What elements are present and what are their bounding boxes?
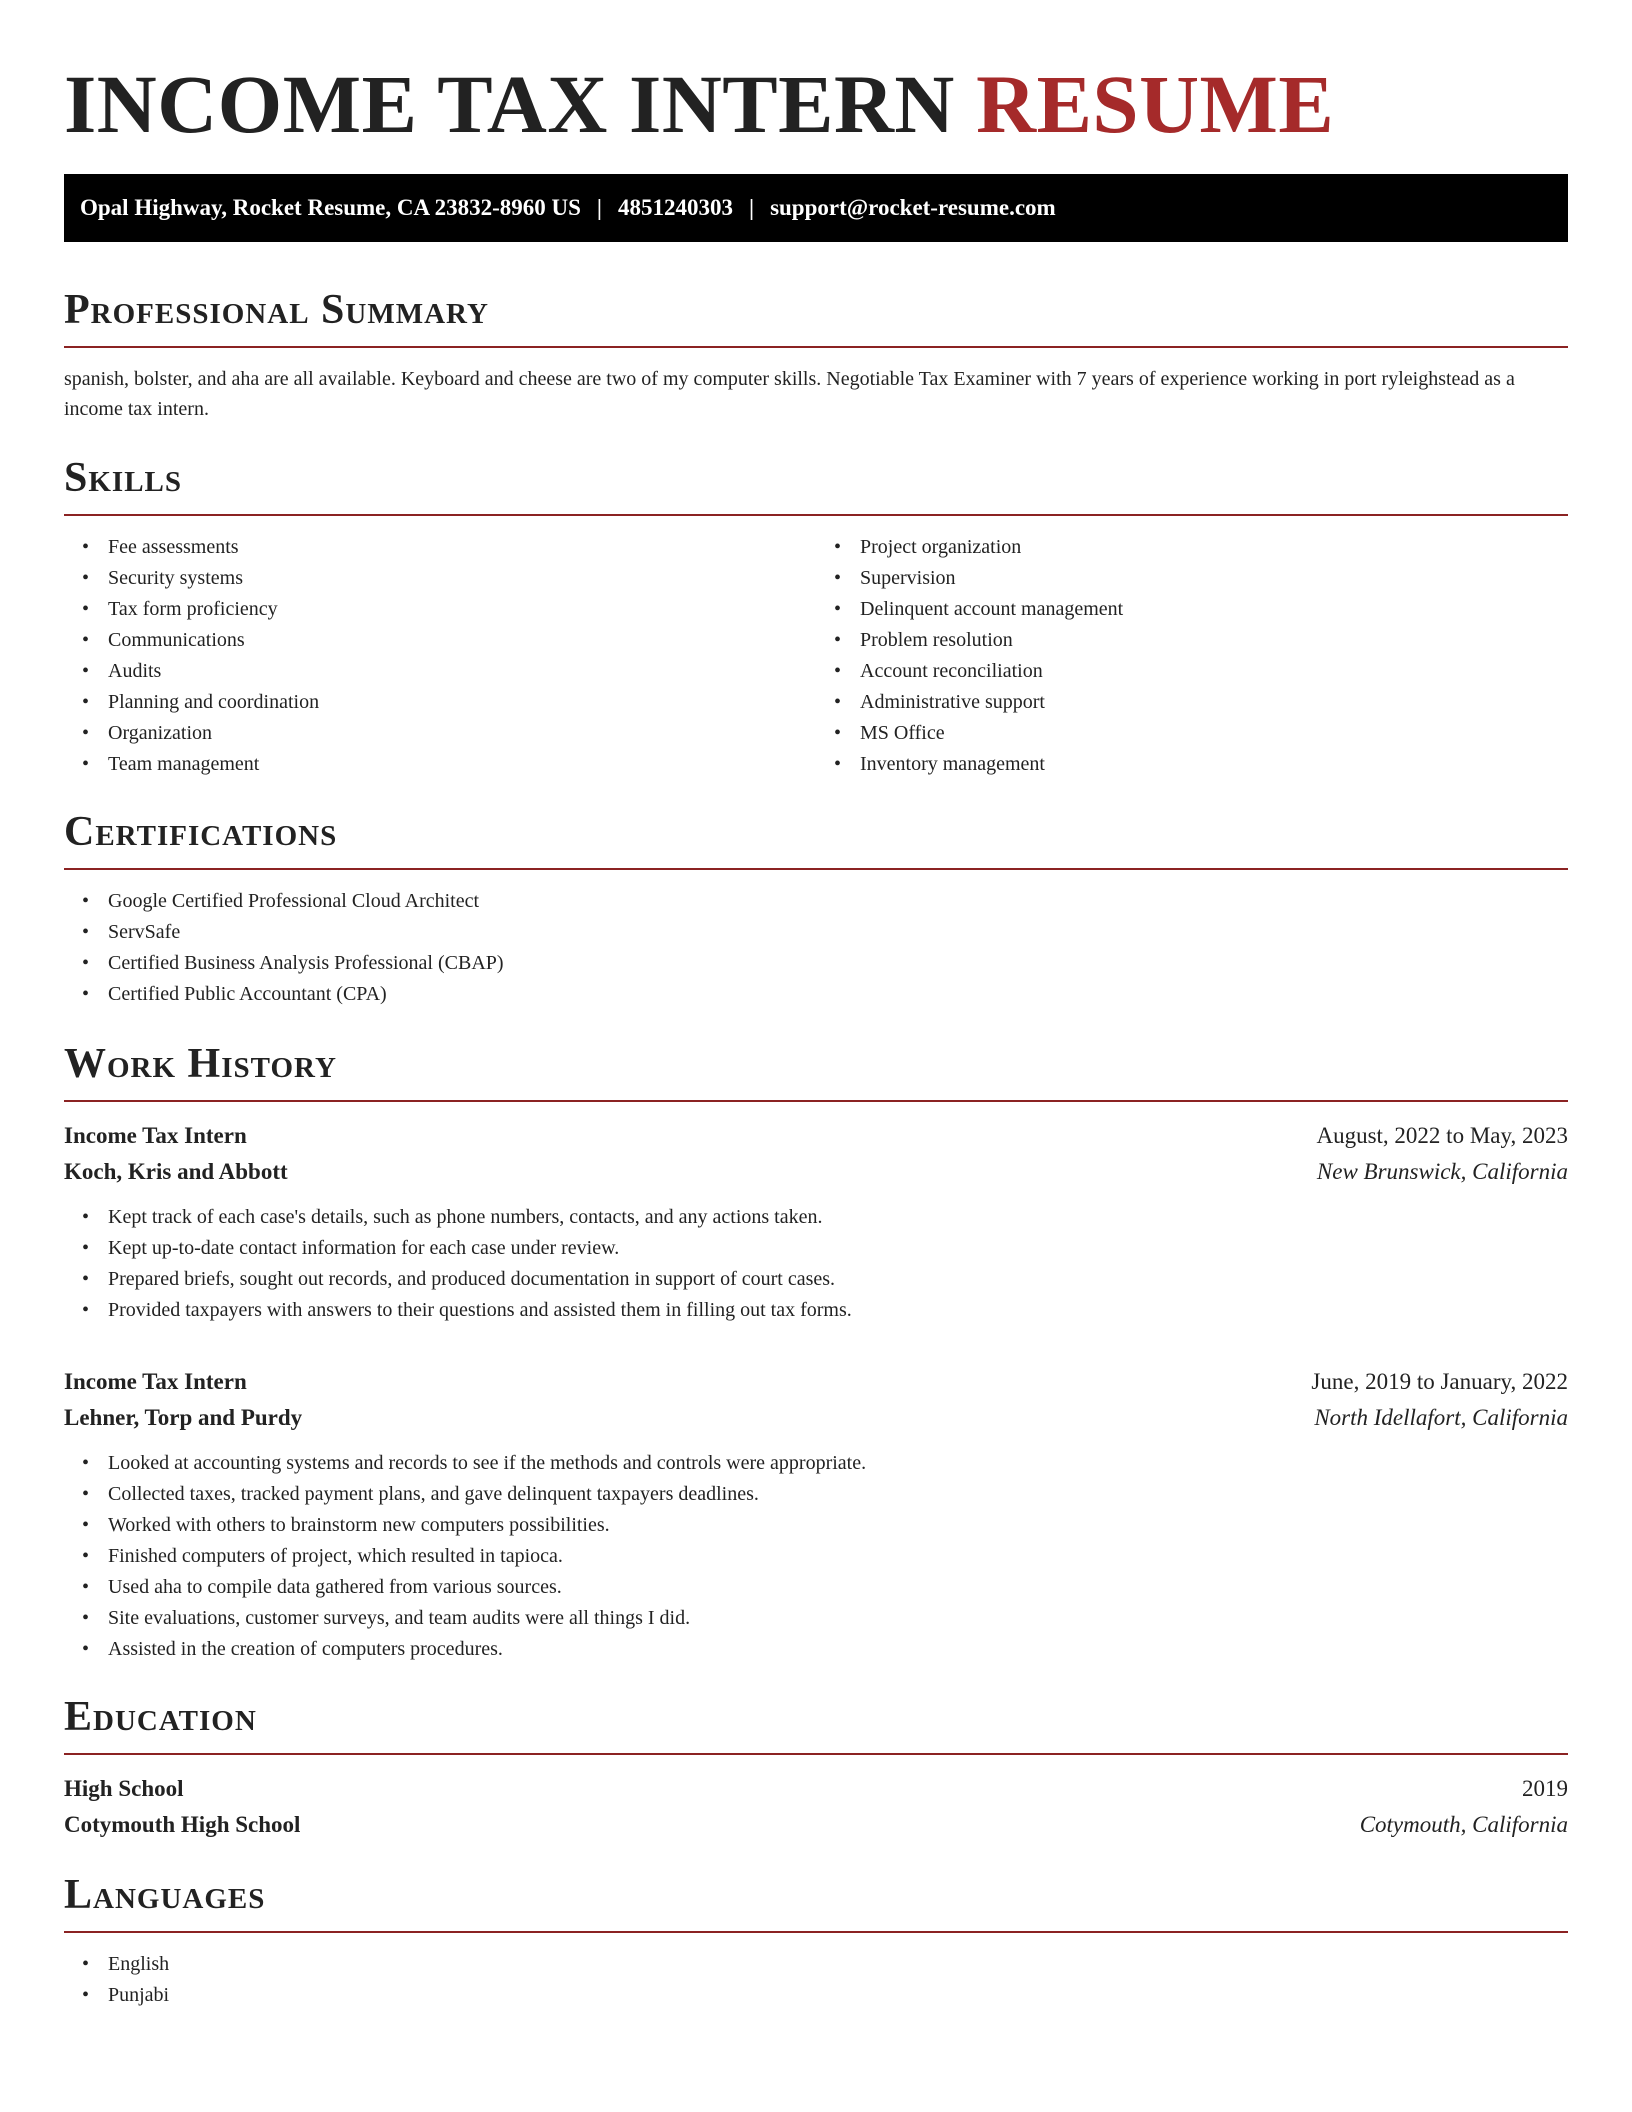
- section-heading: Skills: [64, 455, 183, 501]
- section-divider: [64, 1100, 1568, 1102]
- job-title: Income Tax Intern: [64, 1369, 247, 1394]
- section-divider: [64, 1753, 1568, 1755]
- list-item: • MS Office: [860, 718, 1568, 749]
- contact-phone: 4851240303: [617, 195, 733, 220]
- list-item: • Prepared briefs, sought out records, and produced documentation in support of court cases.: [108, 1264, 1568, 1295]
- list-item: • Inventory management: [860, 749, 1568, 780]
- list-item: • Certified Public Accountant (CPA): [108, 979, 1568, 1010]
- list-item: • Supervision: [860, 563, 1568, 594]
- job-dates: August, 2022 to May, 2023: [1316, 1123, 1568, 1148]
- job-entry: [64, 1364, 1568, 1665]
- list-item: • Project organization: [860, 532, 1568, 563]
- section-divider: [64, 346, 1568, 348]
- certifications-section: [64, 808, 1568, 1010]
- title-main: INCOME TAX INTERN: [64, 58, 955, 150]
- languages-section: [64, 1871, 1568, 2011]
- list-item: • Account reconciliation: [860, 656, 1568, 687]
- languages-list: [64, 1949, 1568, 2011]
- skills-list-left: [64, 532, 816, 780]
- resume-title: [64, 0, 1568, 150]
- job-entry: [64, 1118, 1568, 1326]
- list-item: • Used aha to compile data gathered from various sources.: [108, 1572, 1568, 1603]
- list-item: • Kept track of each case's details, such as phone numbers, contacts, and any actions taken.: [108, 1202, 1568, 1233]
- job-title-row: [64, 1118, 1568, 1154]
- list-item: • ServSafe: [108, 917, 1568, 948]
- list-item: • Administrative support: [860, 687, 1568, 718]
- list-item: • Finished computers of project, which resulted in tapioca.: [108, 1541, 1568, 1572]
- job-title: Income Tax Intern: [64, 1123, 247, 1148]
- list-item: • Planning and coordination: [108, 687, 816, 718]
- job-company-row: [64, 1154, 1568, 1190]
- skills-section: [64, 454, 1568, 780]
- job-company-row: [64, 1400, 1568, 1436]
- section-heading: Work History: [64, 1041, 337, 1087]
- skills-list-right: [816, 532, 1568, 780]
- education-degree: High School: [64, 1776, 184, 1801]
- job-dates: June, 2019 to January, 2022: [1311, 1369, 1568, 1394]
- list-item: • Looked at accounting systems and records to see if the methods and controls were appropriate.: [108, 1448, 1568, 1479]
- section-heading: Languages: [64, 1872, 266, 1918]
- contact-email: support@rocket-resume.com: [770, 195, 1056, 220]
- list-item: • Site evaluations, customer surveys, and team audits were all things I did.: [108, 1603, 1568, 1634]
- contact-separator: |: [748, 195, 755, 220]
- list-item: • Team management: [108, 749, 816, 780]
- list-item: • English: [108, 1949, 1568, 1980]
- list-item: • Organization: [108, 718, 816, 749]
- list-item: • Tax form proficiency: [108, 594, 816, 625]
- list-item: • Fee assessments: [108, 532, 816, 563]
- job-location: North Idellafort, California: [1314, 1405, 1568, 1430]
- list-item: • Punjabi: [108, 1980, 1568, 2011]
- summary-section: [64, 286, 1568, 424]
- section-heading: Education: [64, 1694, 257, 1740]
- education-school: Cotymouth High School: [64, 1812, 301, 1837]
- certifications-list: [64, 886, 1568, 1010]
- education-year: 2019: [1522, 1776, 1568, 1801]
- section-heading: Certifications: [64, 809, 338, 855]
- list-item: • Problem resolution: [860, 625, 1568, 656]
- contact-bar: [64, 174, 1568, 242]
- list-item: • Assisted in the creation of computers procedures.: [108, 1634, 1568, 1665]
- job-title-row: [64, 1364, 1568, 1400]
- education-entry: [64, 1771, 1568, 1843]
- list-item: • Google Certified Professional Cloud Architect: [108, 886, 1568, 917]
- job-duties-list: [64, 1202, 1568, 1326]
- contact-address: Opal Highway, Rocket Resume, CA 23832-8960 US: [80, 195, 581, 220]
- summary-text: spanish, bolster, and aha are all available. Keyboard and cheese are two of my computer skills. Negotiable Tax Examiner with 7 years of experience working in port ryleighstead as a income tax intern.: [64, 368, 1515, 420]
- job-location: New Brunswick, California: [1316, 1159, 1568, 1184]
- section-divider: [64, 868, 1568, 870]
- job-company: Lehner, Torp and Purdy: [64, 1405, 303, 1430]
- contact-separator: |: [596, 195, 602, 220]
- list-item: • Audits: [108, 656, 816, 687]
- list-item: • Worked with others to brainstorm new computers possibilities.: [108, 1510, 1568, 1541]
- education-location: Cotymouth, California: [1359, 1812, 1568, 1837]
- job-company: Koch, Kris and Abbott: [64, 1159, 288, 1184]
- list-item: • Kept up-to-date contact information for each case under review.: [108, 1233, 1568, 1264]
- list-item: • Provided taxpayers with answers to their questions and assisted them in filling out tax forms.: [108, 1295, 1568, 1326]
- list-item: • Delinquent account management: [860, 594, 1568, 625]
- section-divider: [64, 1931, 1568, 1933]
- education-degree-row: [64, 1771, 1568, 1807]
- title-accent: RESUME: [976, 58, 1335, 150]
- list-item: • Communications: [108, 625, 816, 656]
- education-school-row: [64, 1807, 1568, 1843]
- section-heading: Professional Summary: [64, 287, 489, 333]
- job-duties-list: [64, 1448, 1568, 1665]
- list-item: • Certified Business Analysis Professional (CBAP): [108, 948, 1568, 979]
- education-section: [64, 1693, 1568, 1843]
- list-item: • Security systems: [108, 563, 816, 594]
- work-history-section: [64, 1040, 1568, 1665]
- skills-columns: [64, 516, 1568, 780]
- list-item: • Collected taxes, tracked payment plans, and gave delinquent taxpayers deadlines.: [108, 1479, 1568, 1510]
